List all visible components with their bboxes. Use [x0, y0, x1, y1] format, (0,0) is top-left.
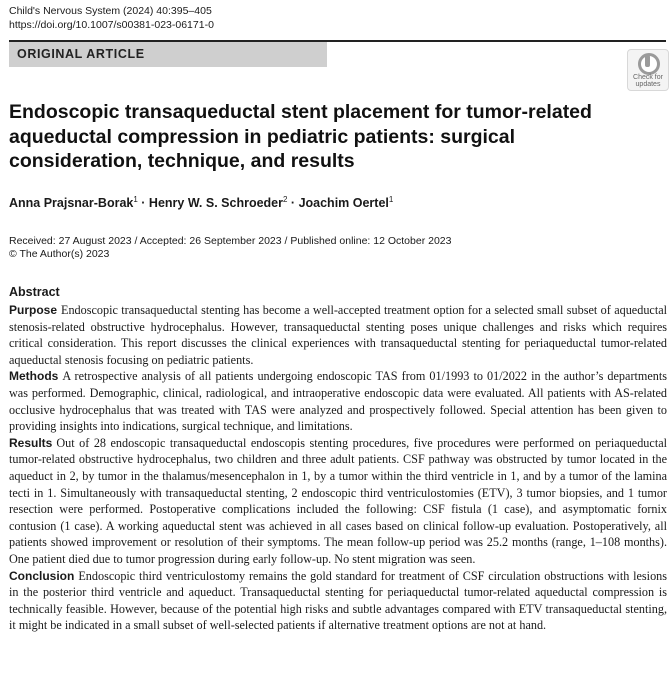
section-text: A retrospective analysis of all patients undergoing endoscopic TAS from 01/1993 to 01/2022 in the author’s departments was performed. Demographic, clinical, radiological, and intraoperative endoscopic data were evaluated. All patients with AS-related occlusive hydrocephalus that was treated with TAS were analyzed and prospectively followed. Special attention has been given to providing insights into indications, surgical technique, and limitations.	[9, 369, 667, 434]
author-name[interactable]: Joachim Oertel	[298, 196, 389, 210]
article-title: Endoscopic transaqueductal stent placement for tumor-related aqueductal compression in pediatric patients: surgical consideration, technique, and results	[9, 101, 592, 172]
author-name[interactable]: Henry W. S. Schroeder	[148, 196, 283, 210]
publication-dates: Received: 27 August 2023 / Accepted: 26 September 2023 / Published online: 12 October 2023	[9, 235, 452, 247]
section-text: Endoscopic third ventriculostomy remains the gold standard for treatment of CSF circulation obstructions with lesions in the posterior third ventricle and aqueduct. Transaqueductal stenting for periaqueductal tumor-related aqueductal compression is technically feasible. However, because of the potential high risks and subtle advantages compared with ETV transaqueductal stenting, it might be indicated in a small subset of well-selected patients if alternative treatment options are not at hand.	[9, 568, 667, 633]
author-affiliation: 1	[388, 195, 394, 204]
author-separator: ·	[137, 196, 149, 210]
copyright-line: © The Author(s) 2023	[9, 248, 110, 260]
doi-link[interactable]: https://doi.org/10.1007/s00381-023-06171-0	[9, 19, 214, 31]
author-name[interactable]: Anna Prajsnar-Borak	[9, 196, 134, 210]
abstract-section-results	[9, 435, 667, 568]
author-affiliation: 2	[283, 195, 288, 204]
author-list	[9, 195, 393, 210]
section-label: Results	[9, 435, 53, 450]
section-text: Out of 28 endoscopic transaqueductal endoscopis stenting procedures, five procedures were performed on periaqueductal tumor-related obstructive hydrocephalus, two children and three adult patients. CSF pathway was obstructed by tumor located in the aqueduct in 2, by tumor in the thalamus/mesencephalon in 1, by a tumor within the third ventricle in 1, and by a tumor of the lamina tecti in 1. Simultaneously with transaqueductal stenting, 2 endoscopic third ventriculostomies (ETV), 3 tumor biopsies, and 1 tumor resection were performed. Postoperative complications included the following: CSF fistula (1 case), and asymptomatic fornix contusion (1 case). A working aqueductal stent was achieved in all cases based on clinical follow-up evaluation. Postoperatively, all patients showed improvement or resolution of their symptoms. The mean follow-up period was 25.2 months (range, 1–108 months). One patient died due to tumor progression during early follow-up. No stent migration was seen.	[9, 435, 667, 566]
section-label: Purpose	[9, 303, 58, 317]
abstract-body	[9, 302, 667, 634]
abstract-heading: Abstract	[9, 285, 60, 299]
author-affiliation: 1	[133, 195, 138, 204]
journal-citation: Child's Nervous System (2024) 40:395–405	[9, 5, 212, 17]
section-label: Conclusion	[9, 568, 75, 583]
article-type-banner	[9, 42, 327, 67]
abstract-section-conclusion	[9, 568, 667, 634]
badge-line-1: Check for	[633, 74, 663, 81]
check-for-updates-icon	[638, 53, 660, 75]
abstract-section-purpose	[9, 302, 667, 368]
article-type-label: ORIGINAL ARTICLE	[17, 47, 145, 61]
section-label: Methods	[9, 369, 59, 384]
abstract-section-methods	[9, 368, 667, 434]
badge-line-2: updates	[635, 81, 661, 88]
check-for-updates-badge[interactable]	[627, 49, 669, 91]
author-separator: ·	[287, 196, 299, 210]
section-text: Endoscopic transaqueductal stenting has become a well-accepted treatment option for a selected small subset of aqueductal stenosis-related obstructive hydrocephalus. However, transaqueductal stenting poses unique challenges and risks which requires critical consideration. This report discusses the clinical experiences with transaqueductal stenting for periaqueductal tumor-related aqueductal stenosis focusing on pediatric patients.	[9, 303, 667, 367]
